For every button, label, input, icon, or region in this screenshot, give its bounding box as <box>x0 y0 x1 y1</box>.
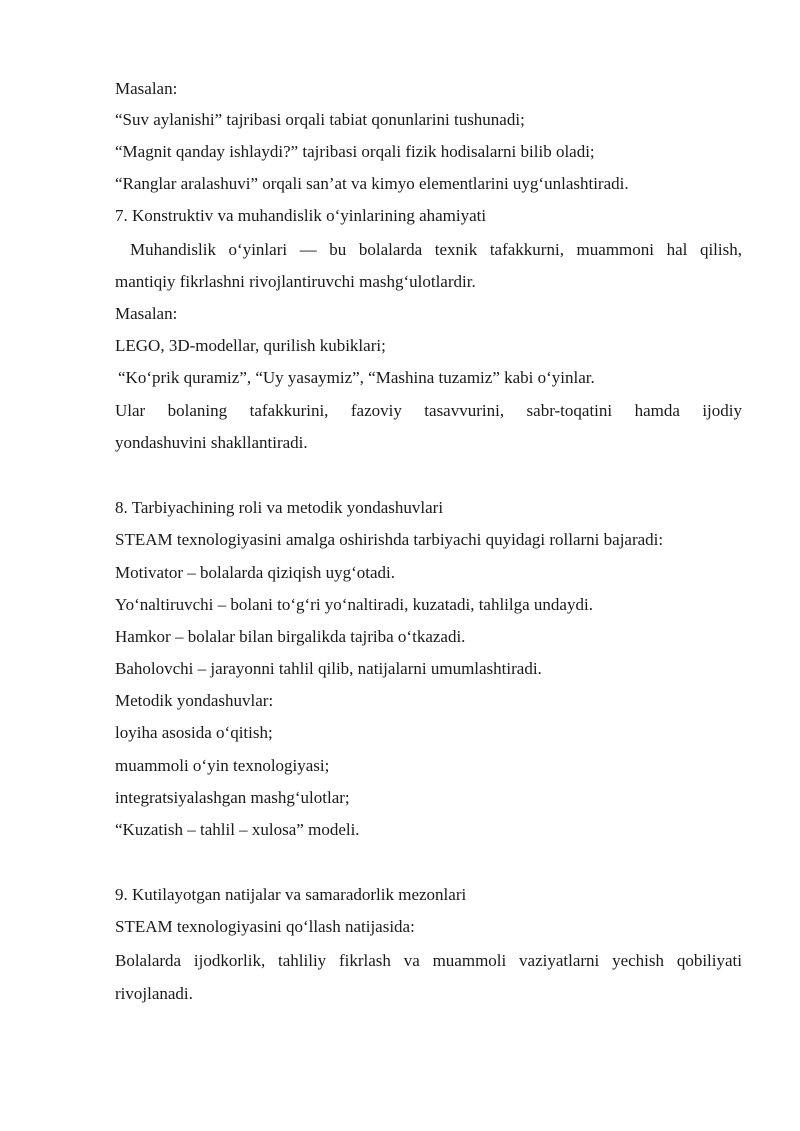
text-line: “Ko‘prik quramiz”, “Uy yasaymiz”, “Mashina tuzamiz” kabi o‘yinlar. <box>118 368 595 387</box>
text-line: rivojlanadi. <box>115 984 193 1003</box>
section-heading: 8. Tarbiyachining roli va metodik yondashuvlari <box>115 498 444 517</box>
text-line: Hamkor – bolalar bilan birgalikda tajriba o‘tkazadi. <box>115 627 466 646</box>
text-line: integratsiyalashgan mashg‘ulotlar; <box>115 788 350 807</box>
text-line: “Suv aylanishi” tajribasi orqali tabiat qonunlarini tushunadi; <box>115 110 525 129</box>
text-line: Ular bolaning tafakkurini, fazoviy tasavvurini, sabr-toqatini hamda ijodiy <box>115 401 742 420</box>
text-line: mantiqiy fikrlashni rivojlantiruvchi mashg‘ulotlardir. <box>115 272 476 291</box>
text-line: Bolalarda ijodkorlik, tahliliy fikrlash va muammoli vaziyatlarni yechish qobiliyati <box>115 951 742 970</box>
text-line: Motivator – bolalarda qiziqish uyg‘otadi. <box>115 563 395 582</box>
text-line: STEAM texnologiyasini qo‘llash natijasida: <box>115 917 415 936</box>
text-line: Muhandislik o‘yinlari — bu bolalarda texnik tafakkurni, muammoni hal qilish, <box>130 240 742 259</box>
text-line: muammoli o‘yin texnologiyasi; <box>115 756 330 775</box>
text-line: Baholovchi – jarayonni tahlil qilib, natijalarni umumlashtiradi. <box>115 659 542 678</box>
text-line: STEAM texnologiyasini amalga oshirishda tarbiyachi quyidagi rollarni bajaradi: <box>115 530 664 549</box>
text-line: loyiha asosida o‘qitish; <box>115 723 273 742</box>
text-line: “Ranglar aralashuvi” orqali san’at va kimyo elementlarini uyg‘unlashtiradi. <box>115 174 629 193</box>
text-line: “Magnit qanday ishlaydi?” tajribasi orqali fizik hodisalarni bilib oladi; <box>115 142 595 161</box>
text-line: Yo‘naltiruvchi – bolani to‘g‘ri yo‘naltiradi, kuzatadi, tahlilga undaydi. <box>115 595 593 614</box>
text-line: Masalan: <box>115 79 178 98</box>
section-heading: 9. Kutilayotgan natijalar va samaradorlik mezonlari <box>115 885 467 904</box>
text-line: LEGO, 3D-modellar, qurilish kubiklari; <box>115 336 386 355</box>
text-line: Masalan: <box>115 304 178 323</box>
text-line: yondashuvini shakllantiradi. <box>115 433 308 452</box>
text-line: Metodik yondashuvlar: <box>115 691 274 710</box>
text-line: “Kuzatish – tahlil – xulosa” modeli. <box>115 820 360 839</box>
section-heading: 7. Konstruktiv va muhandislik o‘yinlarining ahamiyati <box>115 206 487 225</box>
